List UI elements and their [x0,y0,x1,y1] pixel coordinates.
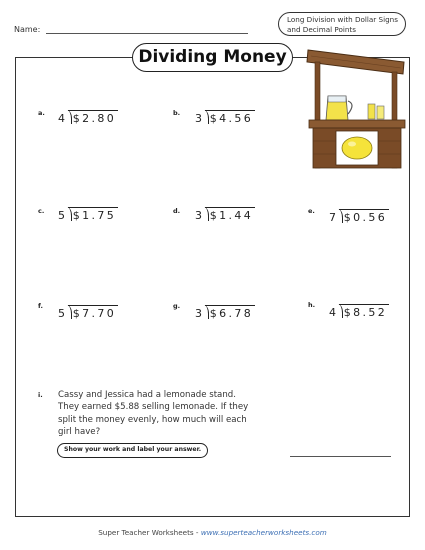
name-line [46,33,248,34]
problem-label: a. [38,109,45,117]
problem-label: b. [173,109,181,117]
dividend: $0.56 [339,209,390,224]
topic-badge: Long Division with Dollar Signs and Decimal Points [278,12,406,36]
divisor: 5 [58,209,65,222]
dividend: $1.44 [205,207,256,222]
answer-line [290,456,391,457]
problem-label: f. [38,302,43,310]
word-problem-text: Cassy and Jessica had a lemonade stand. They earned $5.88 selling lemonade. If they split the money evenly, how much will each girl have? [58,390,249,437]
footer [0,528,425,537]
divisor: 7 [329,211,336,224]
footer-brand: Super Teacher Worksheets [98,528,194,537]
divisor: 4 [58,112,65,125]
division-problem [58,207,118,222]
problem-label: c. [38,207,45,215]
dividend: $6.78 [205,305,256,320]
division-problem [195,305,255,320]
divisor: 5 [58,307,65,320]
footer-separator: - [193,528,201,537]
dividend: $2.80 [68,110,119,125]
problem-label: i. [38,391,43,399]
dividend: $7.70 [68,305,119,320]
division-problem [329,304,389,319]
dividend: $8.52 [339,304,390,319]
problem-label: h. [308,301,316,309]
divisor: 3 [195,112,202,125]
footer-url[interactable]: www.superteacherworksheets.com [200,528,327,537]
problem-label: e. [308,207,315,215]
divisor: 3 [195,209,202,222]
page-title: Dividing Money [132,43,293,72]
instruction-badge: Show your work and label your answer. [57,443,208,458]
name-label: Name: [14,25,41,34]
division-problem [58,305,118,320]
division-problem [195,110,255,125]
problem-label: g. [173,302,181,310]
dividend: $4.56 [205,110,256,125]
dividend: $1.75 [68,207,119,222]
lemonade-stand-illustration [306,44,410,172]
problem-label: d. [173,207,181,215]
division-problem [58,110,118,125]
divisor: 3 [195,307,202,320]
divisor: 4 [329,306,336,319]
division-problem [195,207,255,222]
division-problem [329,209,389,224]
